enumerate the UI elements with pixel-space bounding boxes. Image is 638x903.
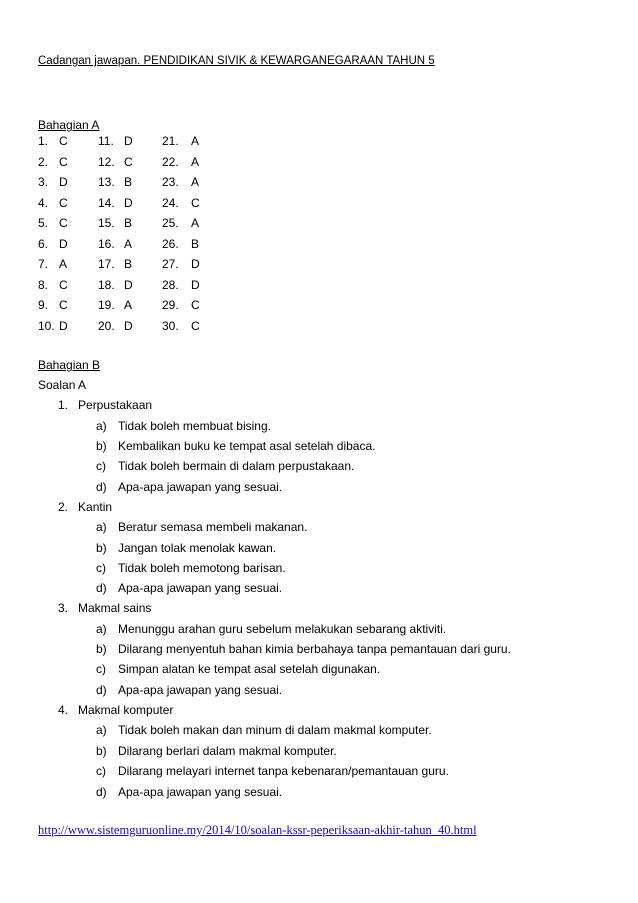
answer-row — [38, 196, 238, 216]
answer-letter: B — [124, 216, 133, 230]
item-letter: d) — [96, 480, 107, 494]
question-number: 29. — [162, 298, 179, 312]
answer-letter: B — [124, 175, 133, 189]
list-item — [96, 480, 282, 494]
item-letter: d) — [96, 785, 107, 799]
item-text: Tidak boleh makan dan minum di dalam makmal komputer. — [118, 723, 432, 737]
list-item — [96, 723, 432, 737]
answer-letter: C — [191, 195, 200, 210]
question-number: 24. — [162, 195, 179, 210]
question-number: 7. — [38, 257, 49, 271]
question-number: 11. — [98, 134, 114, 148]
answer-row — [38, 257, 238, 277]
answer-letter: C — [124, 154, 133, 169]
answer-letter: A — [191, 175, 200, 189]
answer-row — [38, 278, 238, 298]
answer-row — [38, 134, 238, 154]
section-title-kantin: 2. Kantin — [58, 500, 113, 514]
question-number: 19. — [98, 298, 115, 312]
question-number: 28. — [162, 277, 179, 292]
item-letter: c) — [96, 764, 106, 778]
answer-grid — [38, 134, 238, 340]
question-number: 5. — [38, 216, 49, 230]
question-number: 8. — [38, 277, 49, 292]
item-text: Kembalikan buku ke tempat asal setelah dibaca. — [118, 439, 376, 453]
answer-letter: C — [59, 277, 68, 292]
item-letter: a) — [96, 622, 107, 636]
list-item — [96, 439, 376, 453]
item-letter: b) — [96, 439, 107, 453]
item-text: Apa-apa jawapan yang sesuai. — [118, 480, 283, 494]
item-text: Tidak boleh bermain di dalam perpustakaan. — [118, 459, 355, 473]
section-title-perpustakaan: 1. Perpustakaan — [58, 398, 153, 412]
item-text: Dilarang melayari internet tanpa kebenaran/pemantauan guru. — [118, 764, 449, 778]
list-item — [96, 744, 337, 758]
item-letter: c) — [96, 662, 106, 676]
section-title-makmal-komputer: 4. Makmal komputer — [58, 703, 174, 717]
question-number: 4. — [38, 195, 49, 210]
section-heading-bahagian-a: Bahagian A — [38, 118, 100, 132]
item-text: Jangan tolak menolak kawan. — [118, 541, 277, 555]
answer-letter: A — [191, 154, 200, 169]
answer-letter: A — [191, 216, 200, 230]
question-number: 12. — [98, 154, 115, 169]
question-number: 18. — [98, 277, 115, 292]
answer-letter: B — [124, 257, 133, 271]
question-number: 23. — [162, 175, 179, 189]
question-number: 30. — [162, 318, 179, 333]
item-letter: b) — [96, 642, 107, 656]
question-number: 2. — [38, 154, 49, 169]
answer-letter: C — [59, 216, 68, 230]
answer-letter: A — [124, 236, 133, 251]
item-letter: b) — [96, 541, 107, 555]
answer-letter: D — [59, 236, 68, 251]
item-text: Dilarang berlari dalam makmal komputer. — [118, 744, 337, 758]
answer-row — [38, 319, 238, 339]
answer-letter: D — [124, 195, 133, 210]
answer-letter: A — [191, 134, 200, 148]
answer-letter: C — [191, 298, 200, 312]
question-number: 13. — [98, 175, 115, 189]
list-item — [96, 764, 449, 778]
list-item — [96, 581, 282, 595]
list-item — [96, 459, 354, 473]
item-text: Tidak boleh memotong barisan. — [118, 561, 286, 575]
subsection-heading-soalan-a: Soalan A — [38, 378, 87, 392]
list-item — [96, 662, 380, 676]
answer-row — [38, 237, 238, 257]
answer-letter: D — [124, 277, 133, 292]
item-text: Apa-apa jawapan yang sesuai. — [118, 581, 283, 595]
question-number: 3. — [38, 175, 49, 189]
answer-letter: B — [191, 236, 200, 251]
item-letter: a) — [96, 419, 107, 433]
question-number: 15. — [98, 216, 115, 230]
item-letter: a) — [96, 520, 107, 534]
question-number: 26. — [162, 236, 179, 251]
answer-letter: D — [124, 134, 133, 148]
list-item — [96, 622, 446, 636]
answer-row — [38, 216, 238, 236]
answer-letter: D — [191, 277, 200, 292]
list-item — [96, 541, 276, 555]
answer-letter: D — [191, 257, 200, 271]
item-letter: c) — [96, 459, 106, 473]
source-link[interactable]: http://www.sistemguruonline.my/2014/10/soalan-kssr-peperiksaan-akhir-tahun_40.html — [38, 823, 477, 837]
section-heading-bahagian-b: Bahagian B — [38, 358, 101, 372]
answer-letter: C — [59, 154, 68, 169]
answer-letter: D — [59, 318, 68, 333]
item-text: Dilarang menyentuh bahan kimia berbahaya tanpa pemantauan dari guru. — [118, 642, 511, 656]
item-text: Beratur semasa membeli makanan. — [118, 520, 308, 534]
answer-letter: A — [59, 257, 68, 271]
question-number: 20. — [98, 318, 115, 333]
question-number: 27. — [162, 257, 179, 271]
item-text: Tidak boleh membuat bising. — [118, 419, 271, 433]
list-item — [96, 561, 286, 575]
question-number: 22. — [162, 154, 179, 169]
answer-letter: D — [59, 175, 68, 189]
item-letter: d) — [96, 581, 107, 595]
question-number: 16. — [98, 236, 115, 251]
answer-letter: C — [191, 318, 200, 333]
item-text: Menunggu arahan guru sebelum melakukan sebarang aktiviti. — [118, 622, 447, 636]
item-letter: c) — [96, 561, 106, 575]
answer-row — [38, 155, 238, 175]
item-text: Apa-apa jawapan yang sesuai. — [118, 683, 283, 697]
question-number: 1. — [38, 134, 49, 148]
item-text: Apa-apa jawapan yang sesuai. — [118, 785, 283, 799]
question-number: 25. — [162, 216, 179, 230]
question-number: 10. — [38, 318, 55, 333]
document-title: Cadangan jawapan. PENDIDIKAN SIVIK & KEWARGANEGARAAN TAHUN 5 — [38, 55, 435, 67]
question-number: 17. — [98, 257, 115, 271]
answer-row — [38, 298, 238, 318]
answer-letter: C — [59, 195, 68, 210]
answer-letter: D — [124, 318, 133, 333]
item-text: Simpan alatan ke tempat asal setelah digunakan. — [118, 662, 381, 676]
list-item — [96, 683, 282, 697]
list-item — [96, 419, 271, 433]
question-number: 6. — [38, 236, 49, 251]
answer-letter: A — [124, 298, 133, 312]
list-item — [96, 520, 307, 534]
list-item — [96, 642, 511, 656]
answer-row — [38, 175, 238, 195]
question-number: 21. — [162, 134, 179, 148]
item-letter: b) — [96, 744, 107, 758]
answer-letter: C — [59, 298, 68, 312]
answer-letter: C — [59, 134, 68, 148]
list-item — [96, 785, 282, 799]
item-letter: a) — [96, 723, 107, 737]
question-number: 9. — [38, 298, 49, 312]
section-title-makmal-sains: 3. Makmal sains — [58, 601, 152, 615]
question-number: 14. — [98, 195, 115, 210]
item-letter: d) — [96, 683, 107, 697]
